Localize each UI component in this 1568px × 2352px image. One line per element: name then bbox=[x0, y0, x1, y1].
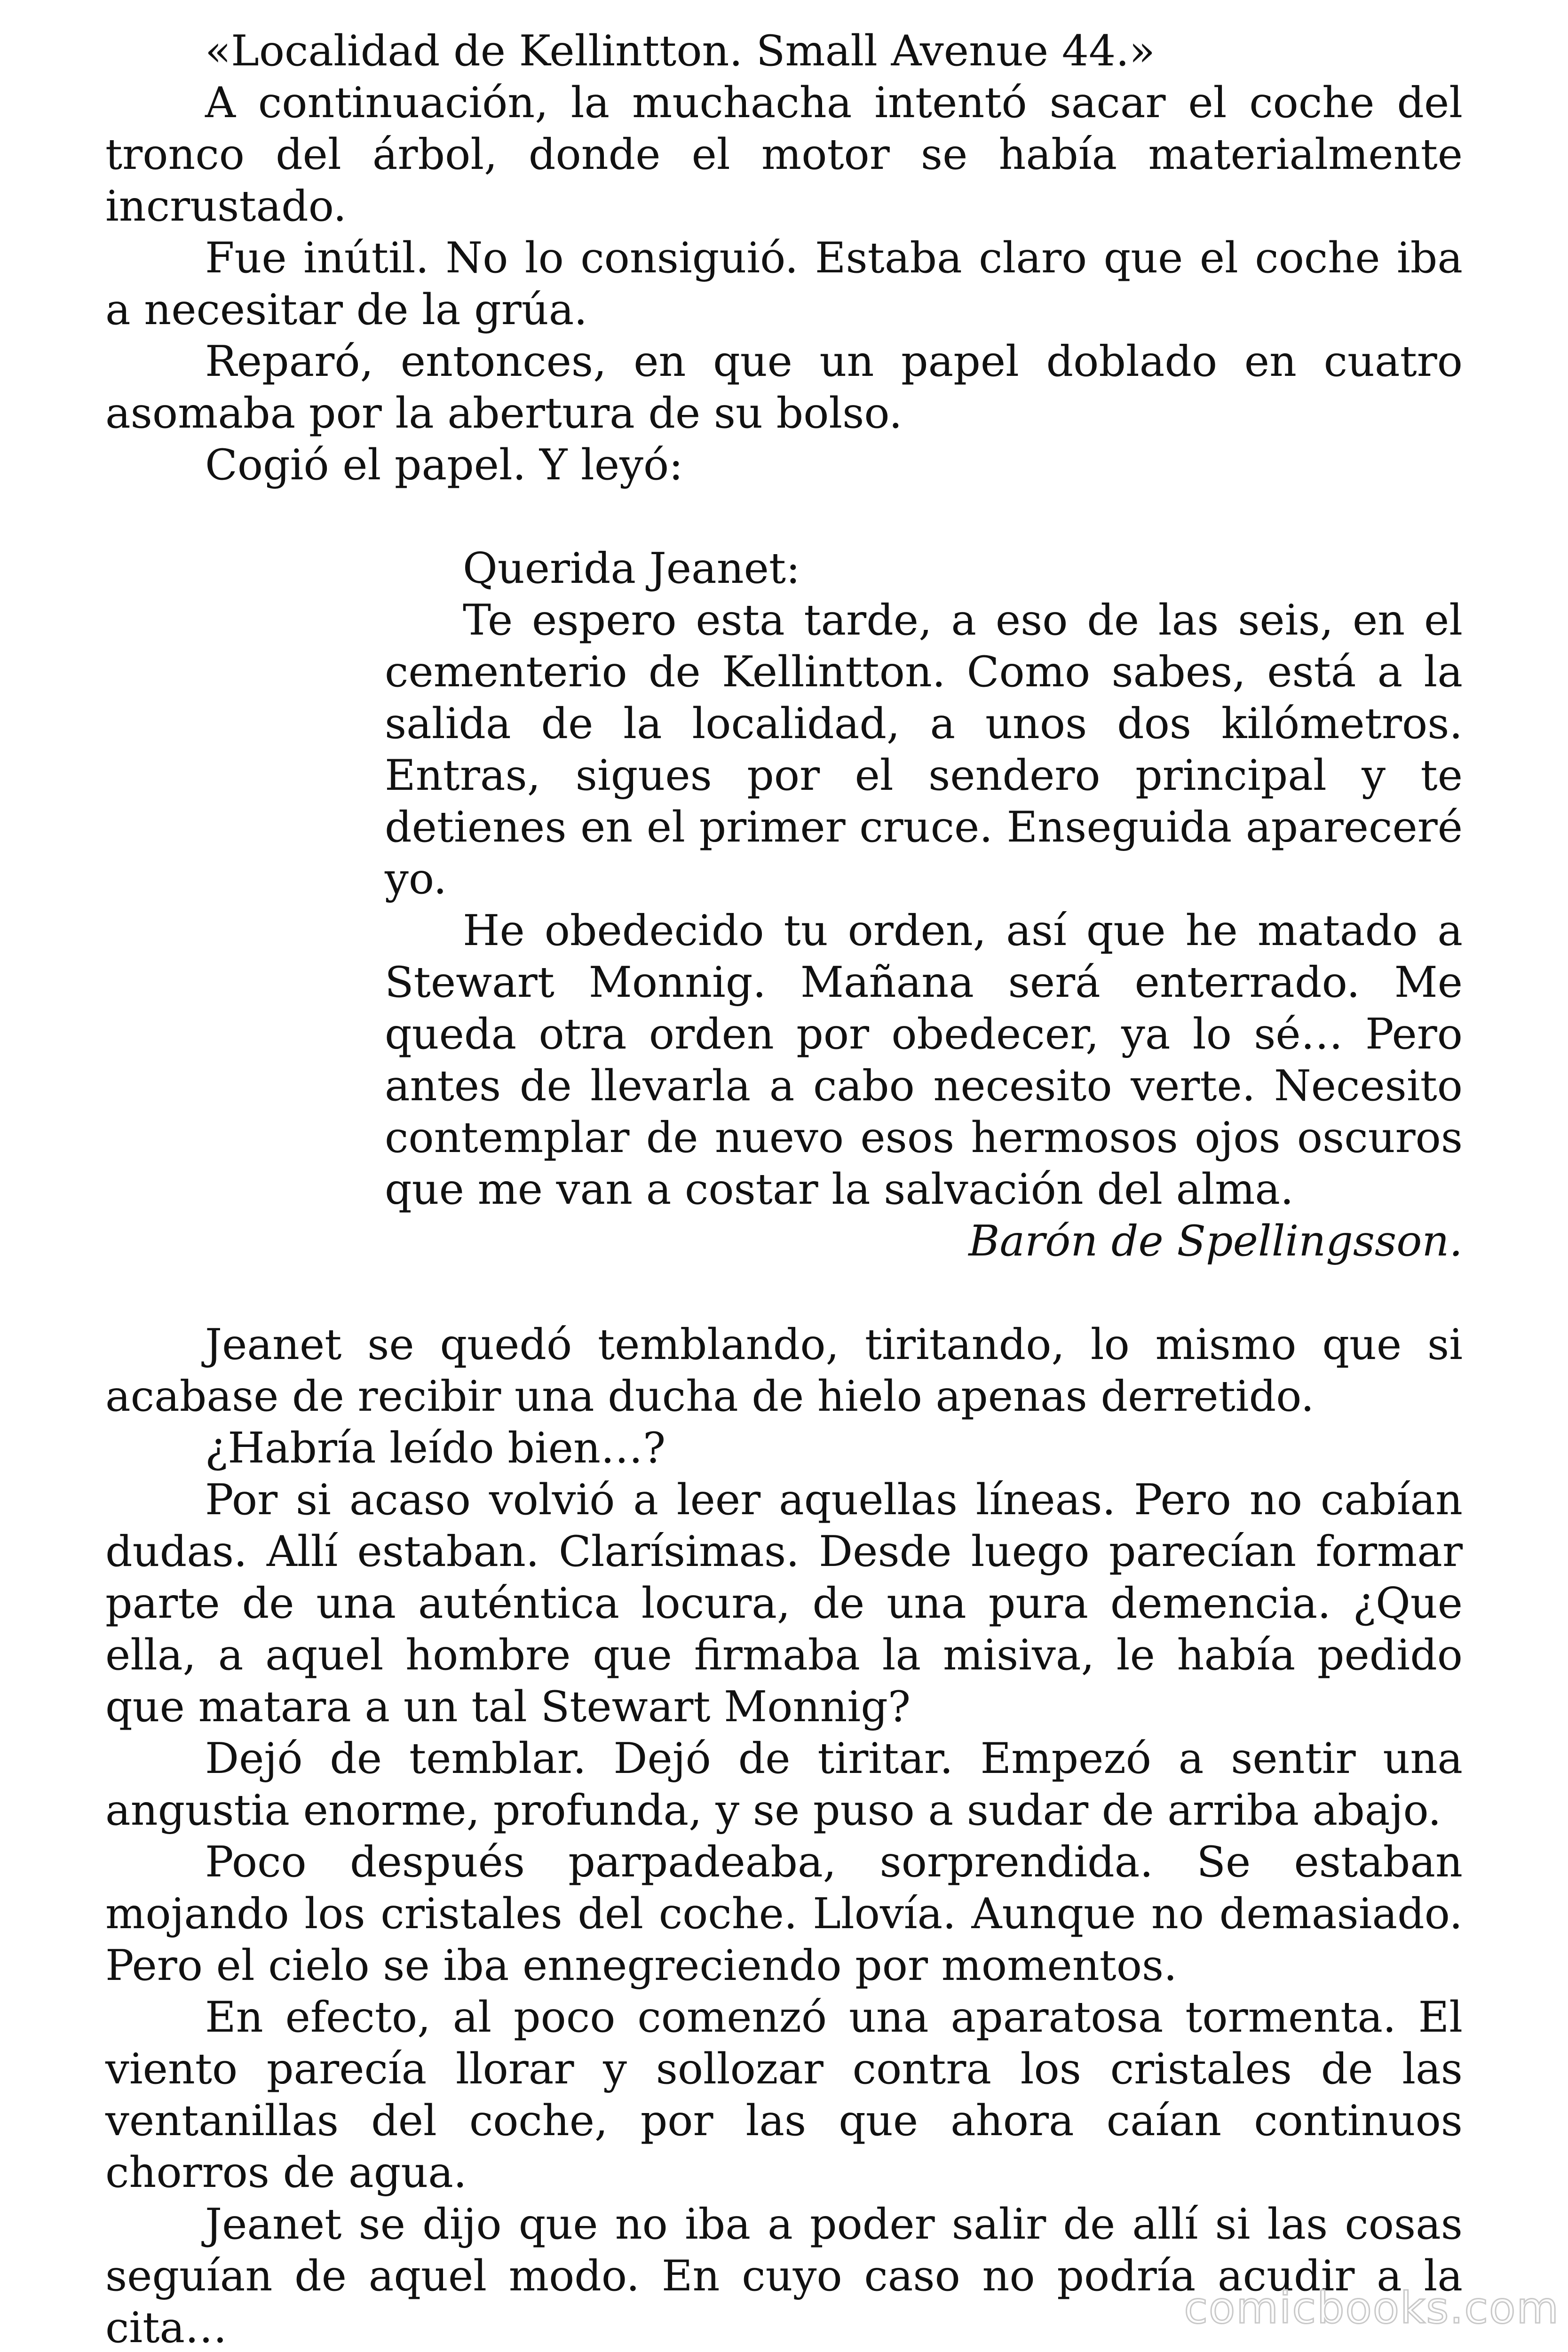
paragraph: Jeanet se quedó temblando, tiritando, lo mismo que si acabase de recibir una ducha de hielo apenas derretido. bbox=[105, 1320, 1463, 1421]
watermark: comicbooks.com bbox=[1184, 2283, 1560, 2333]
section-spacer bbox=[105, 1267, 1463, 1319]
letter-greeting: Querida Jeanet: bbox=[463, 544, 800, 593]
paragraph: «Localidad de Kellintton. Small Avenue 44.» bbox=[205, 26, 1155, 76]
paragraph: Dejó de temblar. Dejó de tiritar. Empezó a sentir una angustia enorme, profunda, y se puso a sudar de arriba abajo. bbox=[105, 1734, 1463, 1835]
paragraph: En efecto, al poco comenzó una aparatosa tormenta. El viento parecía llorar y sollozar contra los cristales de las ventanillas del coche, por las que ahora caían continuos chorros de agua. bbox=[105, 1993, 1463, 2197]
letter-paragraph: He obedecido tu orden, así que he matado a Stewart Monnig. Mañana será enterrado. Me queda otra orden por obedecer, ya lo sé… Pero antes de llevarla a cabo necesito verte. Necesito contemplar de nuevo esos hermosos ojos oscuros que me van a costar la salvación del alma. bbox=[385, 906, 1463, 1214]
letter-paragraph: Te espero esta tarde, a eso de las seis, en el cementerio de Kellintton. Como sabes, está a la salida de la localidad, a unos dos kilómetros. Entras, sigues por el sendero principal y te detienes en el primer cruce. Enseguida apareceré yo. bbox=[385, 596, 1463, 904]
paragraph: Cogió el papel. Y leyó: bbox=[205, 440, 683, 490]
paragraph: ¿Habría leído bien…? bbox=[205, 1423, 666, 1473]
paragraph: Por si acaso volvió a leer aquellas líneas. Pero no cabían dudas. Allí estaban. Clarísimas. Desde luego parecían formar parte de una auténtica locura, de una pura demencia. ¿Que ella, a aquel hombre que firmaba la misiva, le había pedido que matara a un tal Stewart Monnig? bbox=[105, 1475, 1463, 1732]
paragraph: Reparó, entonces, en que un papel doblado en cuatro asomaba por la abertura de su bolso. bbox=[105, 337, 1463, 438]
letter-signature: Barón de Spellingsson. bbox=[968, 1216, 1463, 1266]
quoted-letter bbox=[385, 543, 1463, 1267]
document-page bbox=[105, 25, 1463, 2352]
paragraph: Poco después parpadeaba, sorprendida. Se estaban mojando los cristales del coche. Llovía. Aunque no demasiado. Pero el cielo se iba ennegreciendo por momentos. bbox=[105, 1837, 1463, 1990]
paragraph: Fue inútil. No lo consiguió. Estaba claro que el coche iba a necesitar de la grúa. bbox=[105, 233, 1463, 334]
paragraph: A continuación, la muchacha intentó sacar el coche del tronco del árbol, donde el motor se había materialmente incrustado. bbox=[105, 78, 1463, 231]
paragraph: Jeanet se dijo que no iba a poder salir de allí si las cosas seguían de aquel modo. En cuyo caso no podría acudir a la cita… bbox=[105, 2200, 1463, 2352]
